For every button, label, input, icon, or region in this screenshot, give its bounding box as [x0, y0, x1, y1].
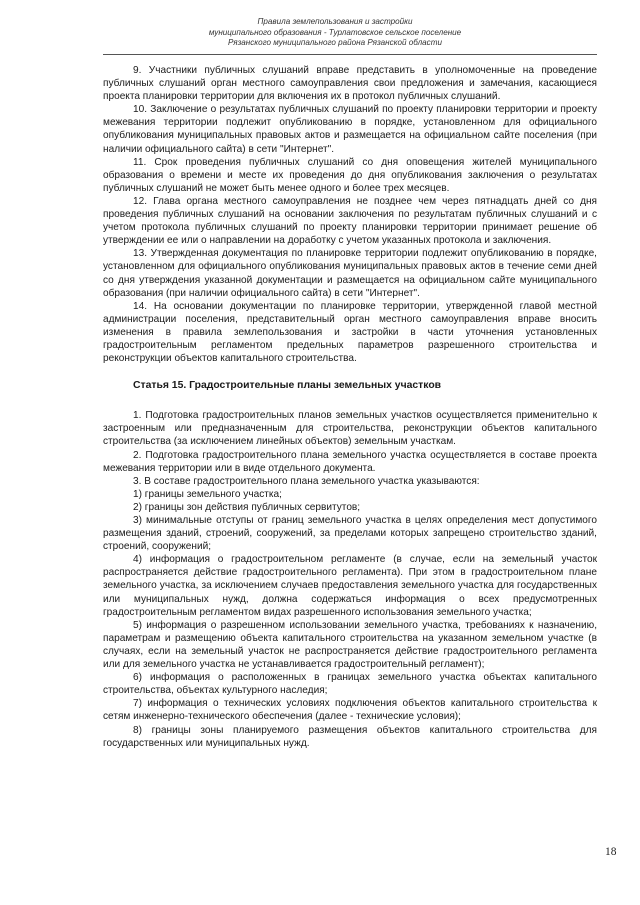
- article-15-item-1: 1. Подготовка градостроительных планов земельных участков осуществляется применительно к застроенным или предназначенным для строительства, реконструкции объектов капитального строительства (за исключением линейных объектов) земельным участкам.: [103, 410, 597, 448]
- paragraph-10: 10. Заключение о результатах публичных слушаний по проекту планировки территории и проекту межевания территории подлежит опубликованию в порядке, установленном для официального опубликования муниципальных правовых актов и размещается на официальном сайте поселения (при наличии официального сайта) в сети "Интернет".: [103, 104, 597, 155]
- header-line-3: Рязанского муниципального района Рязанской области: [228, 38, 442, 47]
- plan-content-item-2: 2) границы зон действия публичных сервитутов;: [133, 501, 361, 513]
- paragraph-9: 9. Участники публичных слушаний вправе представить в уполномоченные на проведение публичных слушаний орган местного самоуправления свои предложения и замечания, касающиеся проекта планировки территории для включения их в протокол публичных слушаний.: [103, 65, 597, 103]
- plan-content-item-7: 7) информация о технических условиях подключения объектов капитального строительства к сетям инженерно-технического обеспечения (далее - технические условия);: [103, 698, 597, 723]
- running-header: [100, 17, 570, 49]
- plan-content-item-5: 5) информация о разрешенном использовании земельного участка, требованиях к назначению, параметрам и размещению объекта капитального строительства на указанном земельном участке (в случаях, если на земельный участок не распространяется действие градостроительного регламента или для земельного участка не устанавливается градостроительный регламент);: [103, 619, 597, 671]
- paragraph-12: 12. Глава органа местного самоуправления не позднее чем через пятнадцать дней со дня проведения публичных слушаний на основании заключения по результатам публичных слушаний и с учетом протокола публичных слушаний по проекту планировки территории принимает решение об утверждении ее или о направлении на доработку с учетом указанных протокола и заключения.: [103, 195, 597, 247]
- header-divider: [103, 54, 597, 55]
- plan-content-item-1: 1) границы земельного участка;: [133, 488, 282, 500]
- header-line-1: Правила землепользования и застройки: [257, 17, 413, 26]
- page-number: 18: [605, 846, 617, 858]
- article-15-item-3: 3. В составе градостроительного плана земельного участка указываются:: [133, 475, 480, 487]
- paragraph-13: 13. Утвержденная документация по планировке территории подлежит опубликованию в порядке, установленном для официального опубликования муниципальных правовых актов в течение семи дней со дня утверждения указанной документации и размещается на официальном сайте муниципального образования (при наличии официального сайта) в сети "Интернет".: [103, 248, 597, 299]
- header-line-2: муниципального образования - Турлатовское сельское поселение: [208, 27, 462, 37]
- paragraph-11: 11. Срок проведения публичных слушаний со дня оповещения жителей муниципального образования о времени и месте их проведения до дня опубликования заключения о результатах публичных слушаний не может быть менее одного и более трех месяцев.: [103, 156, 597, 194]
- plan-content-item-3: 3) минимальные отступы от границ земельного участка в целях определения мест допустимого размещения зданий, строений, сооружений, за пределами которых запрещено строительство зданий, строений, сооружений;: [103, 515, 597, 553]
- paragraph-14: 14. На основании документации по планировке территории, утвержденной главой местной администрации поселения, представительный орган местного самоуправления вправе вносить изменения в правила землепользования и застройки в части уточнения установленных градостроительным регламентом предельных параметров разрешенного строительства и реконструкции объектов капитального строительства.: [103, 300, 597, 365]
- article-15-item-2: 2. Подготовка градостроительного плана земельного участка осуществляется в составе проекта межевания территории или в виде отдельного документа.: [103, 449, 597, 474]
- article-15-heading: Статья 15. Градостроительные планы земельных участков: [133, 380, 442, 392]
- plan-content-item-6: 6) информация о расположенных в границах земельного участка объектах капитального строительства, объектах культурного наследия;: [103, 672, 597, 697]
- plan-content-item-4: 4) информация о градостроительном регламенте (в случае, если на земельный участок распространяется действие градостроительного регламента). При этом в градостроительном плане земельного участка, за исключением случаев предоставления земельного участка для государственных или муниципальных нужд, должна содержаться информация о всех предусмотренных градостроительным регламентом видах разрешенного использования земельного участка;: [103, 554, 597, 618]
- plan-content-item-8: 8) границы зоны планируемого размещения объектов капитального строительства для государственных или муниципальных нужд.: [103, 724, 597, 749]
- document-body: [103, 64, 597, 750]
